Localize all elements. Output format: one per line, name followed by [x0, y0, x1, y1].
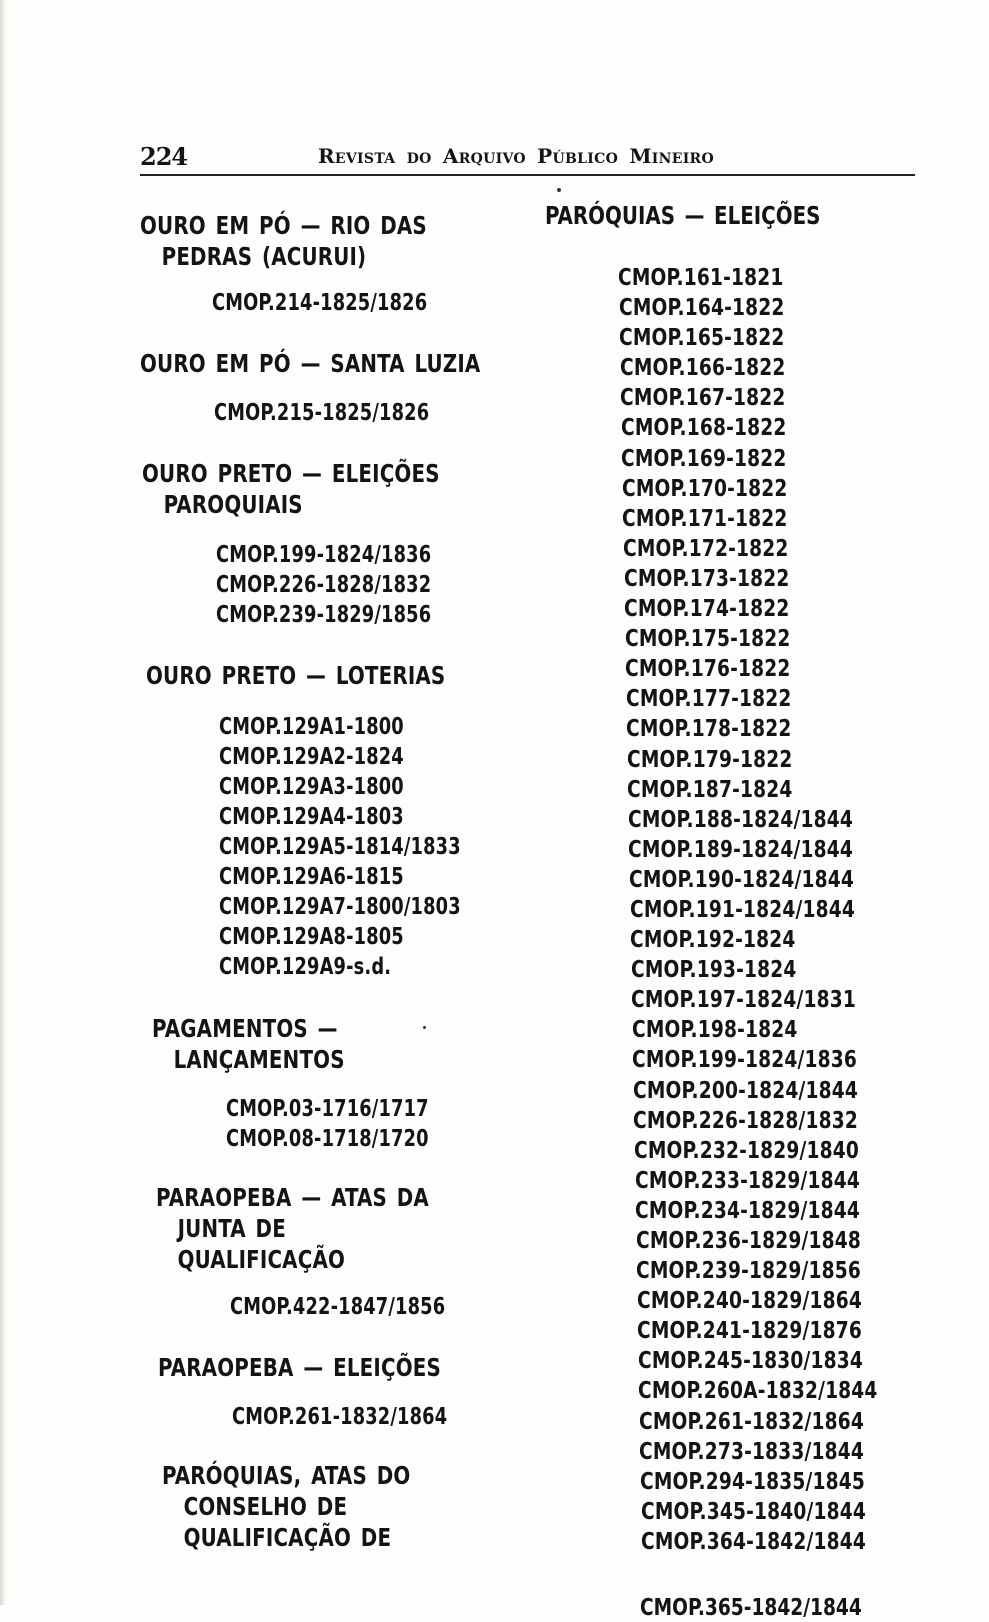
catalog-code: CMOP.239-1829/1856 — [216, 602, 432, 628]
code-list — [219, 712, 461, 982]
catalog-code: CMOP.422-1847/1856 — [230, 1294, 446, 1320]
catalog-code: CMOP.167-1822 — [620, 383, 786, 412]
entry-heading — [158, 1352, 441, 1383]
heading-line: OURO EM PÓ — SANTA LUZIA — [140, 349, 481, 378]
catalog-code: CMOP.188-1824/1844 — [628, 804, 853, 833]
running-head: Revista do Arquivo Público Mineiro — [318, 144, 714, 168]
catalog-code: CMOP.179-1822 — [627, 744, 793, 773]
catalog-code: CMOP.129A4-1803 — [219, 804, 404, 830]
entry-heading — [162, 1460, 410, 1553]
catalog-code: CMOP.129A7-1800/1803 — [219, 894, 461, 920]
heading-line: PEDRAS (ACURUI) — [161, 242, 367, 271]
catalog-code: CMOP.170-1822 — [622, 473, 788, 502]
page-header — [140, 138, 915, 176]
heading-line: OURO PRETO — ELEIÇÕES — [142, 459, 440, 488]
catalog-code: CMOP.234-1829/1844 — [635, 1195, 860, 1224]
heading-line: PARAOPEBA — ATAS DA — [156, 1183, 429, 1212]
catalog-code: CMOP.174-1822 — [624, 594, 790, 623]
index-entry — [140, 210, 459, 272]
entry-heading — [146, 660, 445, 691]
index-entry — [142, 458, 473, 520]
code-list — [216, 540, 431, 630]
catalog-code: CMOP.161-1821 — [618, 263, 784, 291]
catalog-code: CMOP.178-1822 — [626, 714, 792, 743]
catalog-code: CMOP.129A8-1805 — [219, 924, 404, 950]
catalog-code: CMOP.261-1832/1864 — [232, 1404, 448, 1430]
catalog-code: CMOP.241-1829/1876 — [637, 1316, 862, 1345]
catalog-code: CMOP.364-1842/1844 — [641, 1526, 866, 1555]
catalog-code: CMOP.200-1824/1844 — [633, 1075, 858, 1104]
index-entry — [158, 1352, 472, 1383]
catalog-code: CMOP.233-1829/1844 — [635, 1165, 860, 1194]
catalog-code: CMOP.129A1-1800 — [219, 714, 404, 740]
heading-line: LANÇAMENTOS — [173, 1045, 345, 1074]
heading-line: PAROQUIAIS — [163, 490, 303, 519]
catalog-code: CMOP.177-1822 — [626, 684, 792, 713]
entry-heading — [140, 348, 480, 379]
heading-line: OURO PRETO — LOTERIAS — [146, 661, 446, 690]
page-spine-edge — [0, 0, 6, 1605]
catalog-code: CMOP.214-1825/1826 — [212, 290, 428, 316]
code-list — [214, 398, 429, 428]
code-list — [230, 1292, 445, 1322]
entry-heading — [142, 458, 440, 520]
catalog-code: CMOP.175-1822 — [625, 624, 791, 653]
catalog-code: CMOP.129A6-1815 — [219, 864, 404, 890]
catalog-code: CMOP.260A-1832/1844 — [638, 1376, 878, 1405]
index-entry — [146, 660, 479, 691]
catalog-code: CMOP.232-1829/1840 — [634, 1135, 859, 1164]
heading-line: PAGAMENTOS — — [152, 1014, 338, 1043]
index-entry — [152, 1013, 366, 1075]
heading-line: PARÓQUIAS, ATAS DO — [162, 1461, 411, 1490]
entry-heading — [156, 1182, 429, 1275]
catalog-code: CMOP.294-1835/1845 — [640, 1466, 865, 1495]
code-list — [212, 288, 427, 318]
catalog-code: CMOP.191-1824/1844 — [630, 894, 855, 923]
code-list — [232, 1402, 447, 1432]
catalog-code: CMOP.199-1824/1836 — [216, 542, 432, 568]
catalog-code: CMOP.168-1822 — [621, 413, 787, 442]
catalog-code: CMOP.345-1840/1844 — [641, 1496, 866, 1525]
entry-heading: PARÓQUIAS — ELEIÇÕES — [545, 201, 821, 230]
catalog-code: CMOP.165-1822 — [619, 323, 785, 352]
catalog-code: CMOP.172-1822 — [623, 533, 789, 562]
catalog-code: CMOP.129A9-s.d. — [219, 954, 392, 980]
heading-line: JUNTA DE — [177, 1214, 286, 1243]
catalog-code: CMOP.215-1825/1826 — [214, 400, 430, 426]
catalog-code: CMOP.173-1822 — [624, 563, 790, 592]
catalog-code: CMOP.169-1822 — [621, 443, 787, 472]
catalog-code: CMOP.365-1842/1844 — [640, 1593, 862, 1621]
entry-heading — [140, 210, 427, 272]
heading-line: OURO EM PÓ — RIO DAS — [140, 211, 427, 240]
catalog-code: CMOP.197-1824/1831 — [631, 985, 856, 1014]
print-speck — [557, 188, 561, 192]
catalog-code: CMOP.236-1829/1848 — [636, 1226, 861, 1254]
catalog-code: CMOP.08-1718/1720 — [226, 1126, 429, 1152]
catalog-code: CMOP.245-1830/1834 — [638, 1346, 863, 1375]
code-list — [226, 1094, 429, 1154]
catalog-code: CMOP.187-1824 — [627, 774, 793, 803]
index-entry — [140, 348, 518, 379]
cut-off-line — [640, 1592, 870, 1621]
heading-line: QUALIFICAÇÃO — [177, 1245, 346, 1274]
catalog-code: CMOP.273-1833/1844 — [639, 1436, 864, 1465]
catalog-code: CMOP.192-1824 — [630, 925, 796, 954]
catalog-code: CMOP.239-1829/1856 — [636, 1256, 861, 1285]
catalog-code: CMOP.129A2-1824 — [219, 744, 404, 770]
code-list — [618, 262, 910, 1556]
heading-line: CONSELHO DE — [183, 1492, 348, 1521]
catalog-code: CMOP.189-1824/1844 — [628, 834, 853, 863]
catalog-code: CMOP.166-1822 — [620, 353, 786, 382]
catalog-code: CMOP.190-1824/1844 — [629, 864, 854, 893]
catalog-code: CMOP.198-1824 — [632, 1015, 798, 1044]
index-entry — [162, 1460, 438, 1553]
catalog-code: CMOP.164-1822 — [619, 293, 785, 322]
catalog-code: CMOP.171-1822 — [622, 503, 788, 532]
catalog-code: CMOP.129A5-1814/1833 — [219, 834, 461, 860]
catalog-code: CMOP.193-1824 — [631, 955, 797, 984]
catalog-code: CMOP.226-1828/1832 — [216, 572, 432, 598]
catalog-code: CMOP.129A3-1800 — [219, 774, 404, 800]
catalog-code: CMOP.226-1828/1832 — [633, 1105, 858, 1134]
index-entry — [156, 1182, 459, 1275]
catalog-code: CMOP.261-1832/1864 — [639, 1406, 864, 1435]
heading-line: QUALIFICAÇÃO DE — [183, 1523, 392, 1552]
heading-line: PARAOPEBA — ELEIÇÕES — [158, 1353, 441, 1382]
print-speck — [423, 1026, 426, 1029]
catalog-code: CMOP.240-1829/1864 — [637, 1286, 862, 1315]
catalog-code: CMOP.199-1824/1836 — [632, 1045, 857, 1074]
page-number: 224 — [140, 142, 188, 171]
catalog-code: CMOP.176-1822 — [625, 654, 791, 683]
entry-heading — [152, 1013, 345, 1075]
catalog-code: CMOP.03-1716/1717 — [226, 1096, 429, 1122]
